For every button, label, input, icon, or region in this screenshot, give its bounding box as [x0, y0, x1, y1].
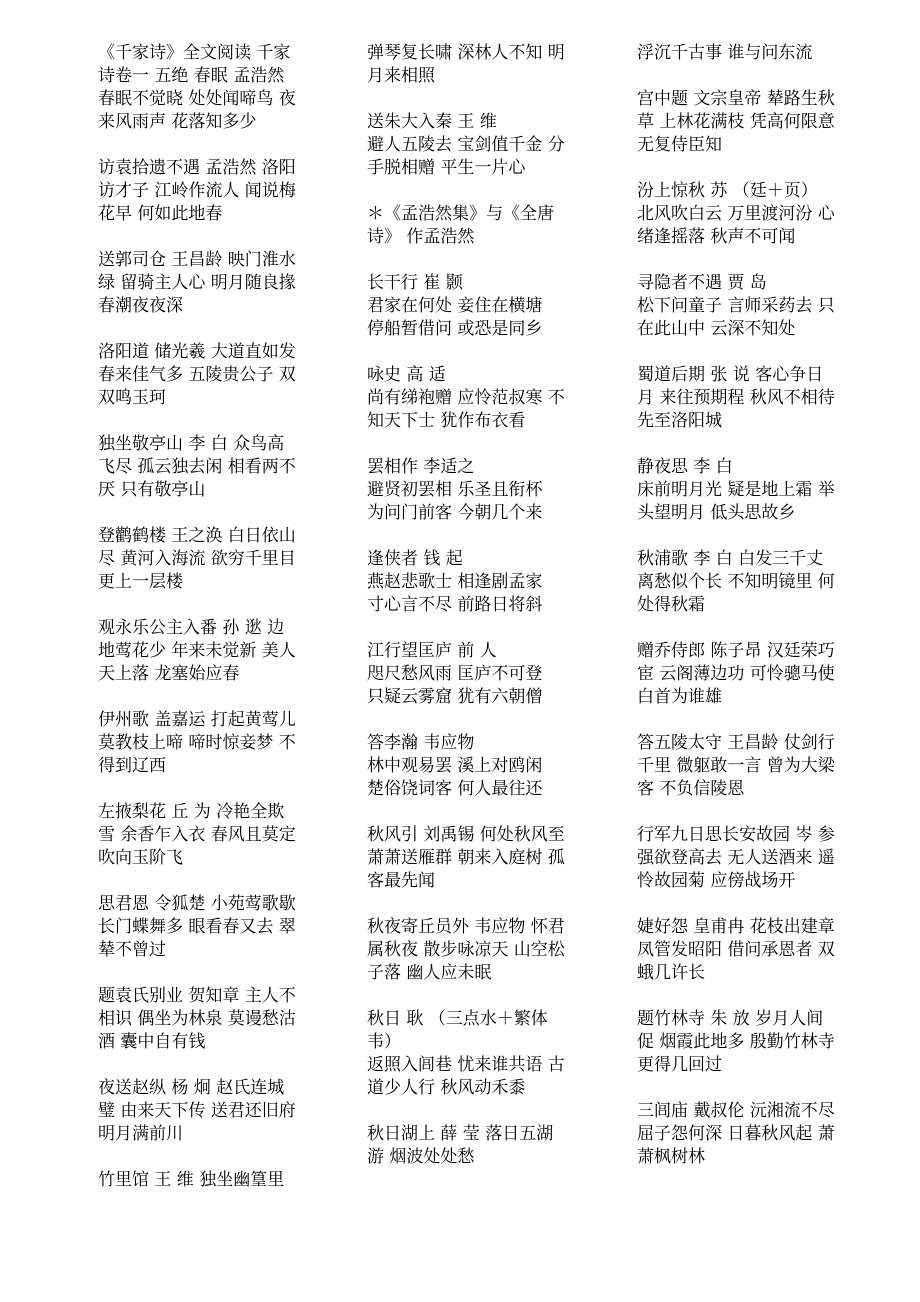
poem-entry: 伊州歌 盖嘉运 打起黄莺儿 莫教枝上啼 啼时惊妾梦 不 得到辽西 — [98, 710, 296, 776]
poem-entry: 行军九日思长安故园 岑 参 强欲登高去 无人送酒来 遥 怜故园菊 应傍战场开 — [637, 825, 835, 891]
poem-entry: 观永乐公主入番 孙 逖 边 地莺花少 年来未觉新 美人 天上落 龙塞始应春 — [98, 618, 296, 684]
poem-entry: 洛阳道 储光羲 大道直如发 春来佳气多 五陵贵公子 双 双鸣玉珂 — [98, 342, 296, 408]
poem-entry: 汾上惊秋 苏 （廷＋页） 北风吹白云 万里渡河汾 心 绪逢摇落 秋声不可闻 — [637, 181, 835, 247]
text-column-3 — [637, 42, 865, 1192]
poem-entry: 婕好怨 皇甫冉 花枝出建章 凤管发昭阳 借问承恩者 双 蛾几许长 — [637, 917, 835, 983]
poem-entry: 登鹳鹤楼 王之涣 白日依山 尽 黄河入海流 欲穷千里目 更上一层楼 — [98, 526, 296, 592]
poem-entry: 左掖梨花 丘 为 冷艳全欺 雪 余香乍入衣 春风且莫定 吹向玉阶飞 — [98, 802, 296, 868]
poem-entry: 秋浦歌 李 白 白发三千丈 离愁似个长 不知明镜里 何 处得秋霜 — [637, 549, 835, 615]
poem-entry: 思君恩 令狐楚 小苑莺歌歇 长门蝶舞多 眼看春又去 翠 辇不曾过 — [98, 894, 296, 960]
poem-entry: 秋日湖上 薛 莹 落日五湖 游 烟波处处愁 — [367, 1124, 554, 1167]
poem-entry: 蜀道后期 张 说 客心争日 月 来往预期程 秋风不相待 先至洛阳城 — [637, 365, 835, 431]
poem-entry: 咏史 高 适 尚有绨袍赠 应怜范叔寒 不 知天下士 犹作布衣看 — [367, 365, 565, 431]
text-column-1 — [98, 42, 326, 1215]
poem-entry: 赠乔侍郎 陈子昂 汉廷荣巧 宦 云阁薄边功 可怜骢马使 白首为谁雄 — [637, 641, 835, 707]
poem-entry: 宫中题 文宗皇帝 辇路生秋 草 上林花满枝 凭高何限意 无复侍臣知 — [637, 89, 835, 155]
poem-entry: 竹里馆 王 维 独坐幽篁里 — [98, 1170, 285, 1190]
poem-entry: 题袁氏别业 贺知章 主人不 相识 偶坐为林泉 莫谩愁沽 酒 囊中自有钱 — [98, 986, 296, 1052]
poem-entry: 答李瀚 韦应物 林中观易罢 溪上对鸥闲 楚俗饶词客 何人最往还 — [367, 733, 543, 799]
poem-entry: 静夜思 李 白 床前明月光 疑是地上霜 举 头望明月 低头思故乡 — [637, 457, 835, 523]
poem-entry: 题竹林寺 朱 放 岁月人间 促 烟霞此地多 殷勤竹林寺 更得几回过 — [637, 1009, 835, 1075]
poem-entry: 送朱大入秦 王 维 避人五陵去 宝剑值千金 分 手脱相赠 平生一片心 — [367, 112, 565, 178]
poem-entry: 寻隐者不遇 贾 岛 松下问童子 言师采药去 只 在此山中 云深不知处 — [637, 273, 835, 339]
poem-entry: 长干行 崔 颢 君家在何处 妾住在横塘 停船暂借问 或恐是同乡 — [367, 273, 543, 339]
poem-entry: 三闾庙 戴叔伦 沅湘流不尽 屈子怨何深 日暮秋风起 萧 萧枫树林 — [637, 1101, 835, 1167]
poem-entry: 弹琴复长啸 深林人不知 明 月来相照 — [367, 43, 565, 86]
poem-entry: 访袁拾遗不遇 孟浩然 洛阳 访才子 江岭作流人 闻说梅 花早 何如此地春 — [98, 158, 296, 224]
poem-entry: 夜送赵纵 杨 炯 赵氏连城 璧 由来天下传 送君还旧府 明月满前川 — [98, 1078, 296, 1144]
poem-entry: 送郭司仓 王昌龄 映门淮水 绿 留骑主人心 明月随良掾 春潮夜夜深 — [98, 250, 296, 316]
poem-entry: 浮沉千古事 谁与问东流 — [637, 43, 813, 63]
poem-entry: 《千家诗》全文阅读 千家 诗卷一 五绝 春眠 孟浩然 春眠不觉晓 处处闻啼鸟 夜 来风雨声 花落知多少 — [98, 43, 296, 132]
text-column-2 — [367, 42, 595, 1192]
poem-entry: 江行望匡庐 前 人 咫尺愁风雨 匡庐不可登 只疑云雾窟 犹有六朝僧 — [367, 641, 543, 707]
poem-entry: 独坐敬亭山 李 白 众鸟高 飞尽 孤云独去闲 相看两不 厌 只有敬亭山 — [98, 434, 296, 500]
poem-entry: 秋风引 刘禹锡 何处秋风至 萧萧送雁群 朝来入庭树 孤 客最先闻 — [367, 825, 565, 891]
poem-entry: ＊《孟浩然集》与《全唐 诗》 作孟浩然 — [367, 204, 554, 247]
poem-entry: 秋夜寄丘员外 韦应物 怀君 属秋夜 散步咏凉天 山空松 子落 幽人应未眠 — [367, 917, 565, 983]
poem-entry: 答五陵太守 王昌龄 仗剑行 千里 微躯敢一言 曾为大梁 客 不负信陵恩 — [637, 733, 835, 799]
poem-entry: 罢相作 李适之 避贤初罢相 乐圣且衔杯 为问门前客 今朝几个来 — [367, 457, 543, 523]
poem-entry: 秋日 耿 （三点水＋繁体 韦） 返照入闾巷 忧来谁共语 古 道少人行 秋风动禾黍 — [367, 1009, 565, 1098]
poem-entry: 逢侠者 钱 起 燕赵悲歌士 相逢剧孟家 寸心言不尽 前路日将斜 — [367, 549, 543, 615]
